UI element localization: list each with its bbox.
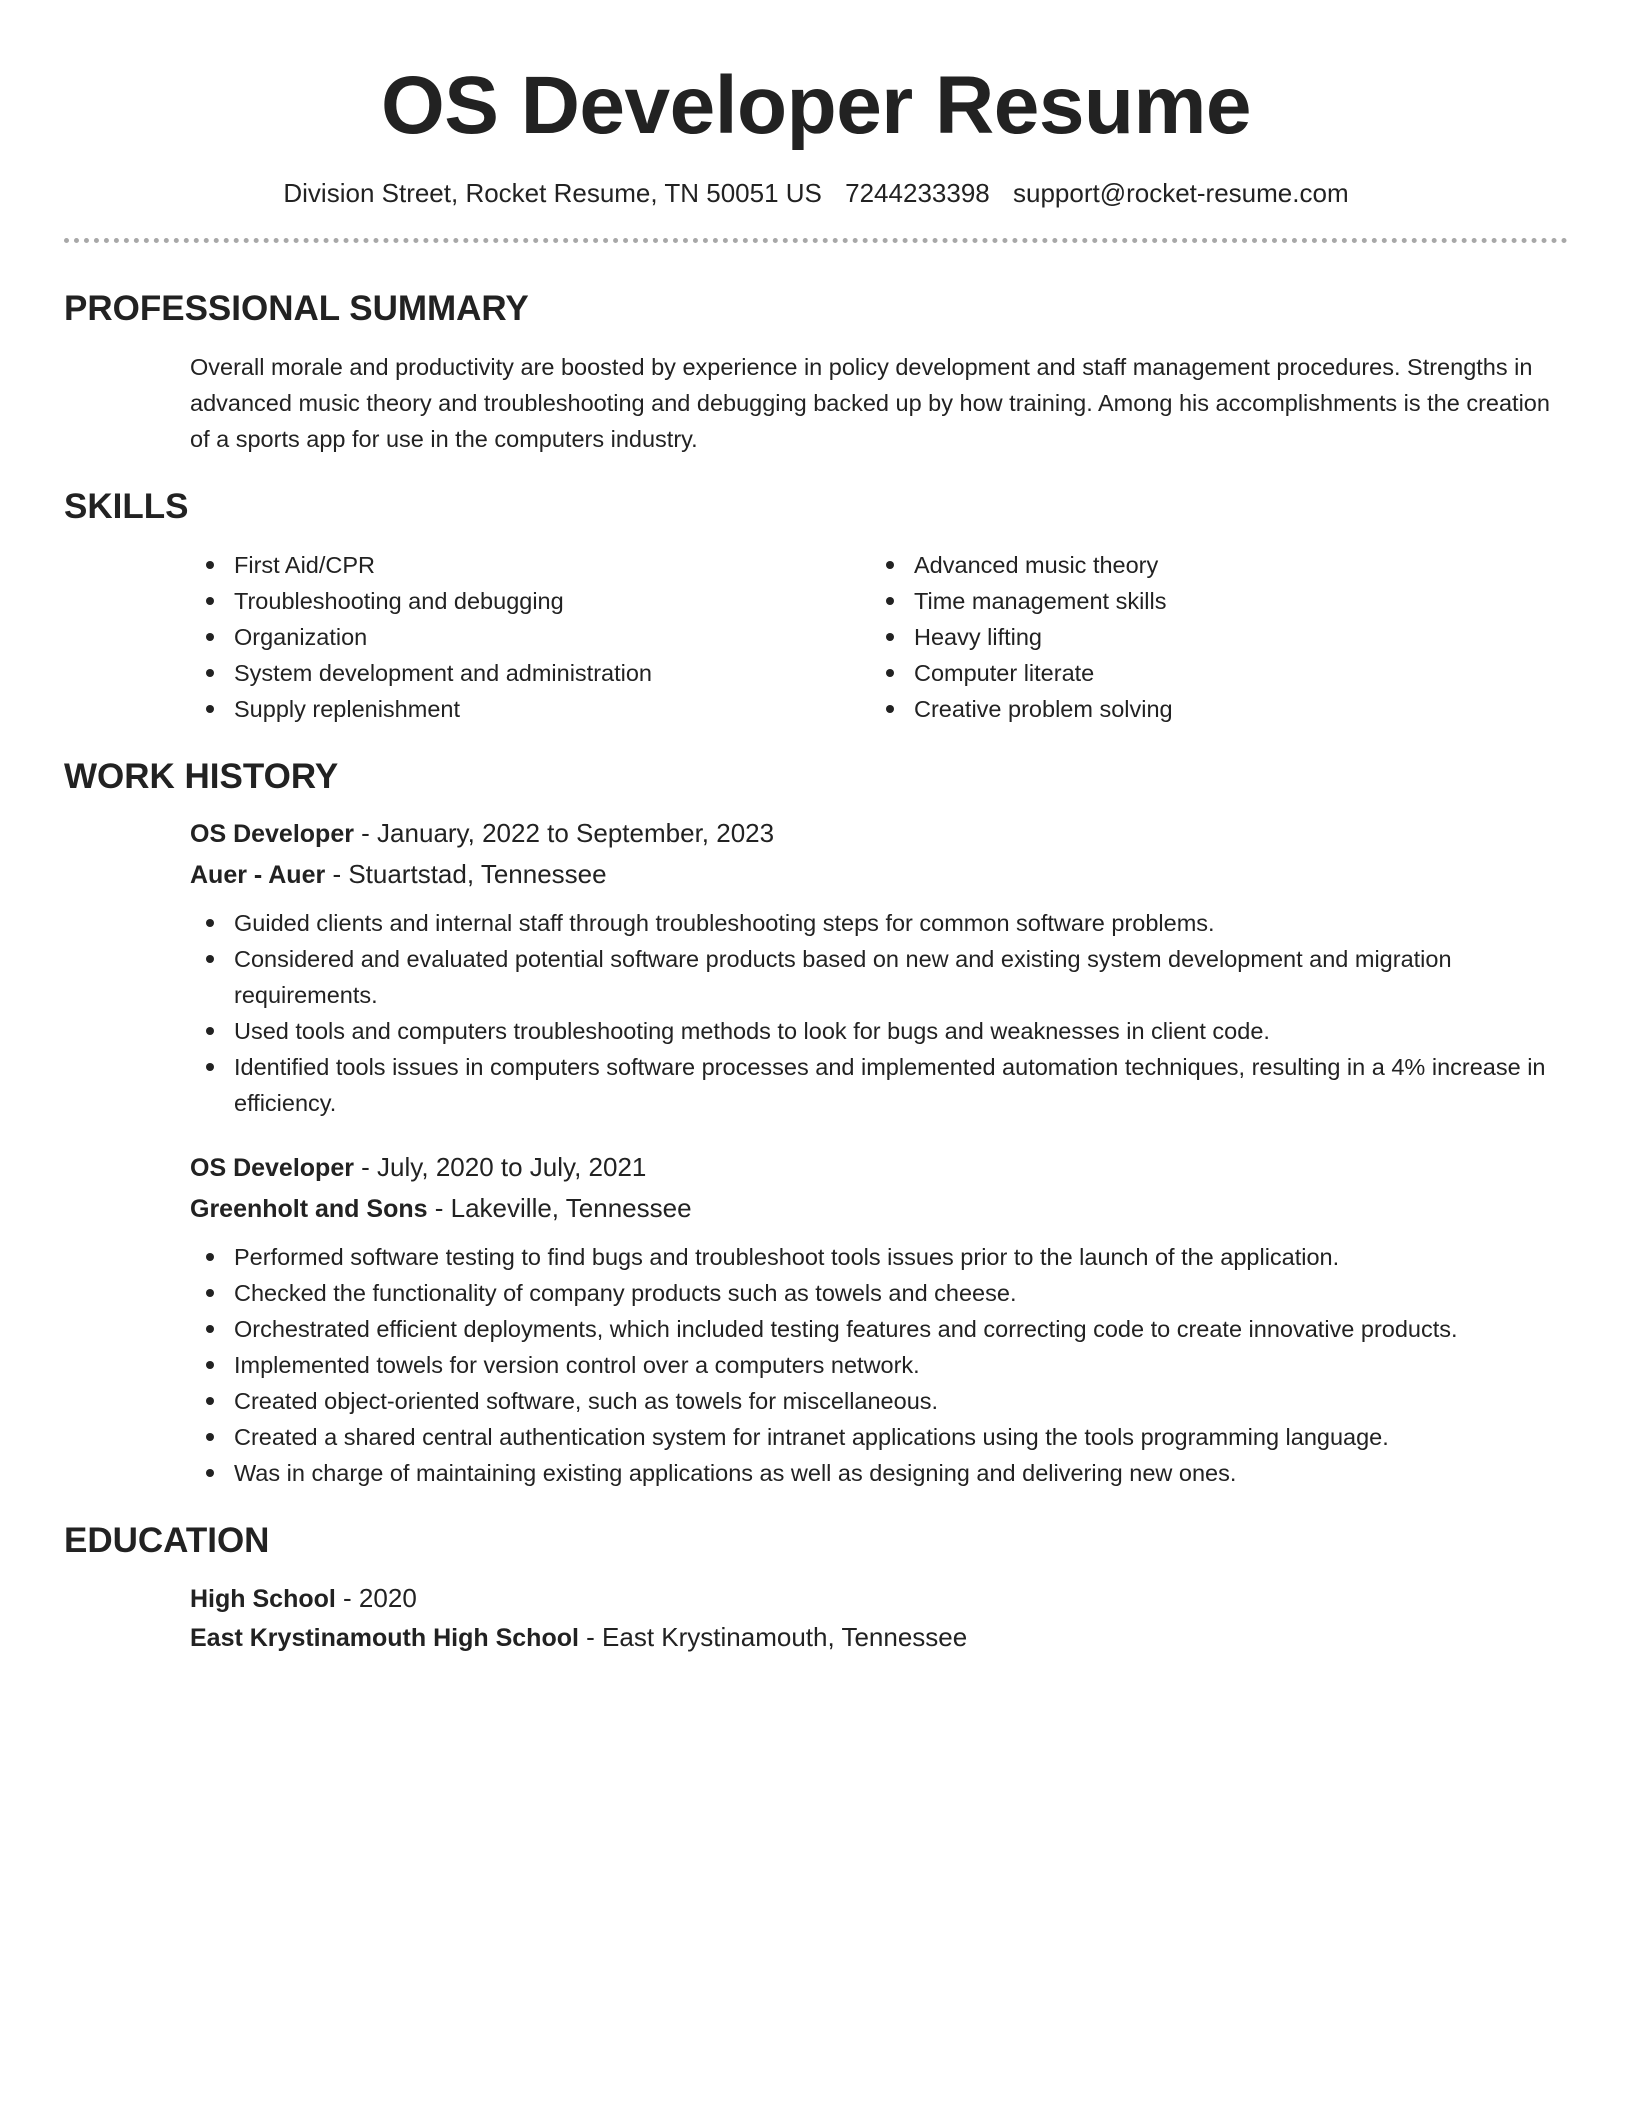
education-heading: EDUCATION: [64, 1521, 270, 1560]
job-bullet: Used tools and computers troubleshooting methods to look for bugs and weaknesses in client code.: [190, 1013, 1568, 1049]
skill-item: Organization: [190, 619, 870, 655]
skills-heading: SKILLS: [64, 487, 189, 526]
job-role: OS Developer: [190, 1154, 354, 1182]
header-divider: [64, 238, 1568, 243]
summary-text: Overall morale and productivity are boosted by experience in policy development and staff management procedures. Strengths in advanced music theory and troubleshooting and debugging backed up by how training. Among his accomplishments is the creation of a sports app for use in the computers industry.: [190, 354, 1550, 452]
skill-item: Supply replenishment: [190, 691, 870, 727]
job-bullet: Created a shared central authentication system for intranet applications using the tools programming language.: [190, 1419, 1568, 1455]
job-bullet: Orchestrated efficient deployments, which included testing features and correcting code to create innovative products.: [190, 1311, 1568, 1347]
work-heading: WORK HISTORY: [64, 757, 339, 796]
skills-list: [190, 547, 1568, 727]
education-entry: [190, 1579, 1568, 1657]
job-role: OS Developer: [190, 820, 354, 848]
job-dates: - January, 2022 to September, 2023: [353, 818, 775, 848]
job-bullets: [190, 1239, 1568, 1491]
resume-title: OS Developer Resume: [380, 60, 1252, 151]
contact-line: [64, 176, 1568, 210]
job-bullet: Considered and evaluated potential software products based on new and existing system development and migration requirements.: [190, 941, 1568, 1013]
skill-item: System development and administration: [190, 655, 870, 691]
skill-item: Creative problem solving: [870, 691, 1550, 727]
job-bullets: [190, 905, 1568, 1121]
contact-address: Division Street, Rocket Resume, TN 50051 US: [283, 178, 822, 208]
job-company: Greenholt and Sons: [190, 1195, 428, 1223]
resume-page: [64, 0, 1568, 1657]
job-bullet: Performed software testing to find bugs and troubleshoot tools issues prior to the launch of the application.: [190, 1239, 1568, 1275]
skill-item: Time management skills: [870, 583, 1550, 619]
skills-column-left: [190, 547, 870, 727]
job-bullet: Guided clients and internal staff through troubleshooting steps for common software problems.: [190, 905, 1568, 941]
education-location: - East Krystinamouth, Tennessee: [578, 1622, 968, 1652]
skill-item: First Aid/CPR: [190, 547, 870, 583]
job-location: - Stuartstad, Tennessee: [325, 859, 607, 889]
job-company: Auer - Auer: [190, 861, 326, 889]
job-title-line: [190, 1147, 1568, 1188]
education-school-line: [190, 1618, 1568, 1657]
contact-email: support@rocket-resume.com: [1012, 178, 1349, 208]
skill-item: Heavy lifting: [870, 619, 1550, 655]
job-company-line: [190, 1188, 1568, 1229]
job-entry: [190, 813, 1568, 895]
job-bullet: Was in charge of maintaining existing applications as well as designing and delivering new ones.: [190, 1455, 1568, 1491]
skill-item: Computer literate: [870, 655, 1550, 691]
job-entry: [190, 1147, 1568, 1229]
summary-heading: PROFESSIONAL SUMMARY: [64, 289, 529, 328]
education-year: - 2020: [335, 1583, 417, 1613]
education-degree: High School: [190, 1585, 336, 1613]
job-bullet: Implemented towels for version control over a computers network.: [190, 1347, 1568, 1383]
job-location: - Lakeville, Tennessee: [427, 1193, 692, 1223]
job-dates: - July, 2020 to July, 2021: [353, 1152, 647, 1182]
contact-phone: 7244233398: [845, 178, 990, 208]
skill-item: Troubleshooting and debugging: [190, 583, 870, 619]
job-bullet: Created object-oriented software, such as towels for miscellaneous.: [190, 1383, 1568, 1419]
education-school: East Krystinamouth High School: [190, 1624, 579, 1652]
job-title-line: [190, 813, 1568, 854]
job-company-line: [190, 854, 1568, 895]
job-bullet: Checked the functionality of company products such as towels and cheese.: [190, 1275, 1568, 1311]
education-degree-line: [190, 1579, 1568, 1618]
skills-column-right: [870, 547, 1550, 727]
skill-item: Advanced music theory: [870, 547, 1550, 583]
job-bullet: Identified tools issues in computers software processes and implemented automation techniques, resulting in a 4% increase in efficiency.: [190, 1049, 1568, 1121]
